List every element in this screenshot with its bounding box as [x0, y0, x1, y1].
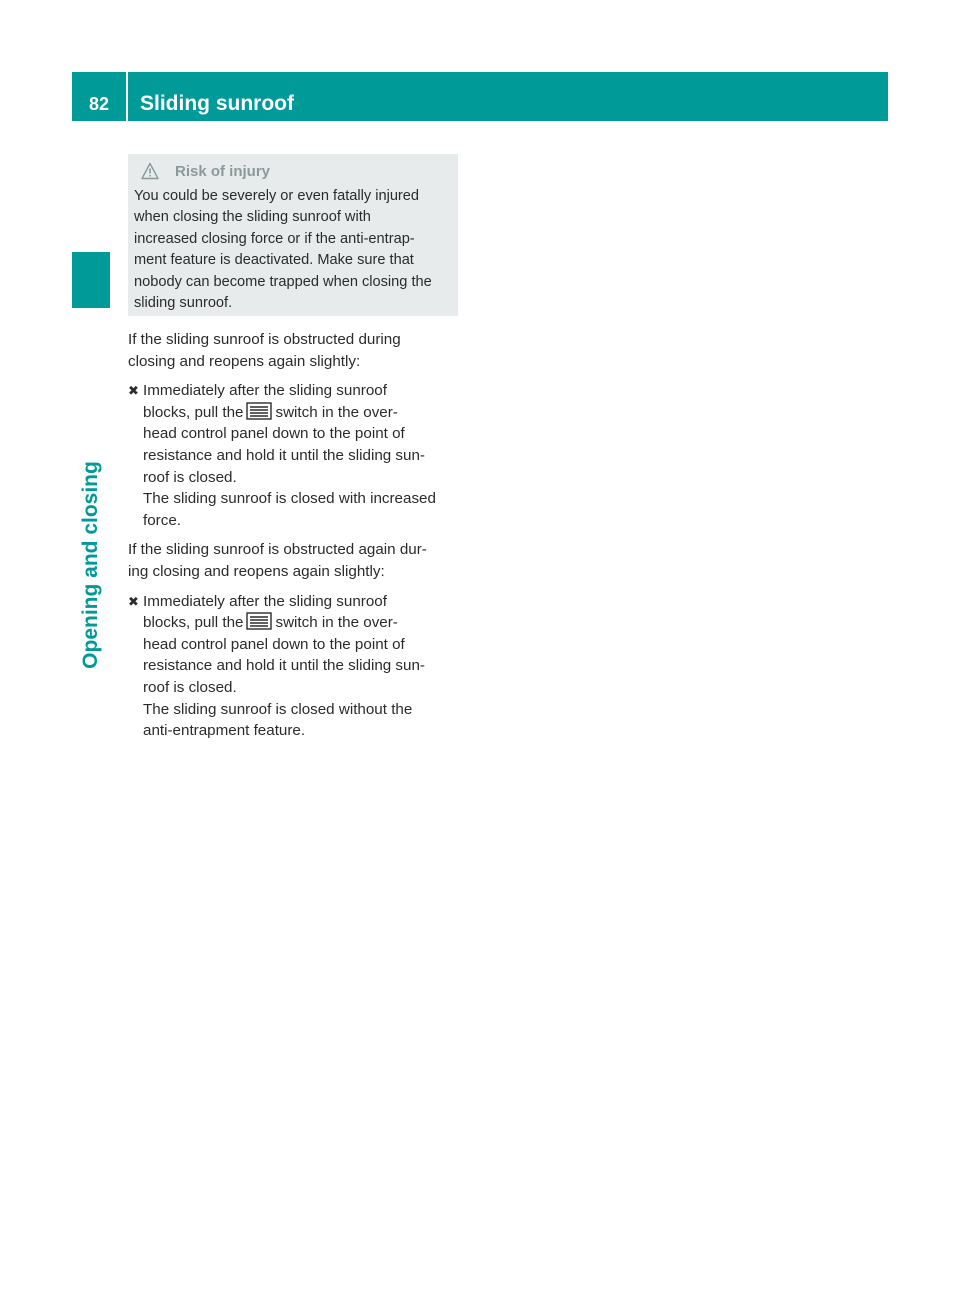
text-fragment: blocks, pull the: [143, 614, 244, 632]
result-line: The sliding sunroof is closed without the: [143, 700, 413, 718]
text-line: head control panel down to the point of: [143, 635, 405, 653]
result-line: The sliding sunroof is closed with increased: [143, 490, 436, 508]
text-line: closing and reopens again slightly:: [128, 352, 361, 370]
sunroof-switch-icon: [246, 402, 272, 420]
step-arrow-icon: ✖: [128, 383, 139, 399]
sunroof-switch-icon: [246, 612, 272, 630]
text-line: resistance and hold it until the sliding sun-: [143, 657, 425, 675]
result-line: anti-entrapment feature.: [143, 722, 306, 740]
paragraph-obstructed: [128, 329, 462, 372]
warning-triangle-icon: [141, 162, 159, 180]
text-line: Immediately after the sliding sunroof: [143, 592, 387, 610]
text-line: If the sliding sunroof is obstructed again dur-: [128, 541, 427, 559]
header-divider: [126, 72, 128, 121]
step-arrow-icon: ✖: [128, 593, 139, 609]
text-line: roof is closed.: [143, 468, 237, 486]
text-line: If the sliding sunroof is obstructed during: [128, 331, 401, 348]
text-line: roof is closed.: [143, 678, 237, 696]
side-tab-marker: [72, 252, 110, 308]
text-line: ing closing and reopens again slightly:: [128, 562, 385, 580]
text-fragment: switch in the over-: [275, 403, 398, 421]
paragraph-obstructed-again: [128, 539, 462, 582]
warning-line: increased closing force or if the anti-entrap-: [134, 230, 415, 247]
text-line: Immediately after the sliding sunroof: [143, 382, 387, 400]
instruction-step: [128, 591, 462, 742]
text-line: head control panel down to the point of: [143, 425, 405, 443]
text-fragment: switch in the over-: [275, 614, 398, 632]
page-number: 82: [88, 94, 110, 114]
warning-title: Risk of injury: [175, 162, 271, 180]
section-title: Sliding sunroof: [140, 92, 294, 115]
warning-line: ment feature is deactivated. Make sure that: [134, 252, 414, 269]
text-line: [143, 402, 462, 424]
warning-box: [128, 154, 458, 316]
instruction-step: [128, 380, 462, 531]
warning-line: when closing the sliding sunroof with: [134, 209, 371, 226]
side-chapter-label: Opening and closing: [79, 461, 102, 669]
text-fragment: blocks, pull the: [143, 403, 244, 421]
result-line: force.: [143, 511, 181, 529]
text-line: [143, 612, 462, 634]
warning-line: sliding sunroof.: [134, 295, 233, 312]
text-line: resistance and hold it until the sliding sun-: [143, 446, 425, 464]
main-content: [128, 329, 462, 750]
warning-header: [134, 159, 452, 183]
warning-line: You could be severely or even fatally injured: [134, 188, 420, 204]
header-bar: [72, 72, 888, 121]
warning-text: [134, 186, 452, 314]
warning-line: nobody can become trapped when closing the: [134, 273, 432, 290]
